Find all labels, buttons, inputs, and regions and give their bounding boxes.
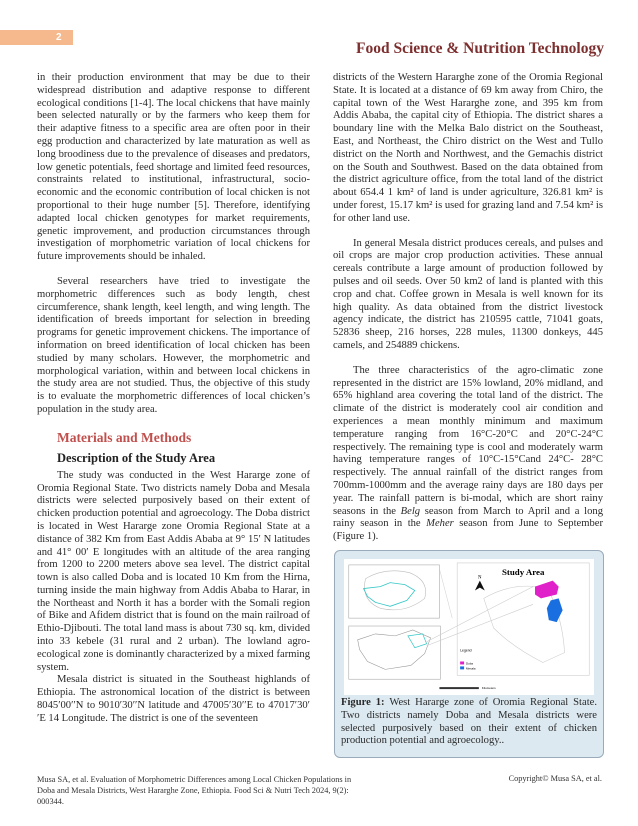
figure-1 xyxy=(334,550,604,758)
legend-title: Legend xyxy=(460,648,472,653)
season-belg: Belg xyxy=(400,505,421,517)
text: season from March to April and a long rainy season in the xyxy=(333,505,603,530)
figure-caption xyxy=(341,697,597,748)
section-heading: Materials and Methods xyxy=(57,429,192,445)
text: season from June to September (Figure 1). xyxy=(333,518,603,543)
scale-unit: Kilometers xyxy=(481,686,496,691)
subsection-heading: Description of the Study Area xyxy=(57,450,216,465)
right-column xyxy=(333,72,603,544)
paragraph xyxy=(333,365,603,544)
legend-doba: Doba xyxy=(466,661,474,666)
text: The three characteristics of the agro-climatic zone represented in the district are 15% lowland, 20% midland, and 65% highland area covering the total land of the district. The climate of the district is moderately cool air condition and experiences a mean monthly minimum and maximum temperature ranging from 16°C-20°C and 20°C-24°C respectively. The remaining type is cool and moderately warm having temperature ranges of 10°C-15°Cand 24°C- 28°C respectively. The annual rainfall of the district ranges from 700mm-1000mm and the average rainy days are 180 days per year. The rainfall pattern is bi-modal, which are short rainy seasons in the xyxy=(333,364,603,517)
page-number: 2 xyxy=(56,32,62,43)
paragraph: In general Mesala district produces cereals, and pulses and oil crops are major crop production activities. These annual cereals contribute a large amount of production followed by pulses and oil seeds. Over 50 km2 of land is planted with this crop and chat. Coffee grown in Mesala is well known for its high quality. As data obtained from the district livestock agency indicate, the district has 210595 cattle, 71041 goats, 52836 sheep, 216 horses, 228 mules, 11300 donkeys, 445 camels, and 254889 chickens. xyxy=(333,237,603,351)
caption-text: West Hararge zone of Oromia Regional State. Two districts namely Doba and Mesala districts were selected purposively based on their extent of chicken production potential and agroecology.. xyxy=(341,697,597,747)
citation: Musa SA, et al. Evaluation of Morphometric Differences among Local Chicken Populations in Doba and Mesala Districts, West Hararghe Zone, Ethiopia. Food Sci & Nutri Tech 2024, 9(2): 000344. xyxy=(37,775,352,806)
scale-bar xyxy=(439,687,478,689)
paragraph: Mesala district is situated in the Southeast highlands of Ethiopia. The astronomical location of the district is between 8045′00′′N to 9010′30′′N latitude and 47005′30′′E to 47017′30′′E 14 Longitude. The district is one of the seventeen xyxy=(37,674,310,724)
mesala-district xyxy=(547,598,563,622)
legend-mesala: Mesala xyxy=(466,666,476,671)
copyright: Copyright© Musa SA, et al. xyxy=(508,774,602,783)
caption-label: Figure 1: xyxy=(341,697,385,708)
paragraph: The study was conducted in the West Hararge zone of Oromia Regional State. Two districts namely Doba and Mesala districts were selected purposively based on their extent of chicken production potential and agroecology. The Doba district is located in West Hararge zone Oromia Regional State at a distance of 382 Km from East Addis Ababa at 9° 15′ N latitudes and 41° 00′ E longitudes with an altitude of the area ranging from 1200 to 2200 meters above sea level. The district capital town is also called Doba and is located 10 Km from the Hirna, turning inside the main highway from Addis Ababa to Harar, in the Northeast and North it has a border with the Somali region of Bike and Afidem district that is found on the main railroad of Ethio-Djibouti. The total land mass is about 730 sq. km, divided into 33 kebele (31 rural and 2 urban). The lowland agro-ecological zone is dominantly characterized by a mixed farming system. xyxy=(37,469,310,673)
journal-title: Food Science & Nutrition Technology xyxy=(355,40,604,57)
north-arrow-icon xyxy=(475,581,485,591)
doba-district xyxy=(535,581,559,599)
left-column xyxy=(37,72,310,726)
season-meher: Meher xyxy=(426,518,454,530)
paragraph: districts of the Western Hararghe zone of the Oromia Regional State. It is located at a distance of 69 km away from Chiro, the capital town of the West Hararghe zone, and 395 km from Addis Ababa, the capital city of Ethiopia. The district shares a boundary line with the Melka Balo district on the Southeast, East, and Northeast, the Chiro district on the West and Tullo district on the North and Northwest, and the Gemachis district on the South and Southwest. Based on the data obtained from the district agriculture office, from the total land of the district about 654.4 1 km² of land is under agriculture, 326.81 km² is under forest, 15.17 km² is used for grazing land and 7.54 km² is for other land use. xyxy=(333,72,603,224)
page-number-bar xyxy=(0,30,73,45)
paragraph: Several researchers have tried to investigate the morphometric differences such as body length, chest circumference, shank length, keel length, and wing length. The identification of breeds important for selection in breeding programs for genetic improvement chickens. The importance of information on breed identification of local chicken has been studied by many scholars. However, the morphometric and morphological variation, within and between local chickens in the study area are not studied. Thus, the objective of this study is to evaluate the morphometric differences of local chicken’s population in the study area. xyxy=(37,275,310,415)
map-title: Study Area xyxy=(501,566,545,577)
north-label: N xyxy=(478,575,482,581)
study-area-map xyxy=(344,559,594,695)
paragraph: in their production environment that may be due to their widespread distribution and adaptive response to different ecological conditions [1-4]. The local chickens that have mainly been selected naturally or by the farmers who keep them for their adaptive fitness to a specific area are often poor in their egg production and characterized by late maturation as well as long broodiness due to the prevalence of diseases and predators, low genetic potentials, feed shortage and limited feed resources, constraints related to institutional, infrastructural, socio-economic and the economic contribution of local chicken is not proportional to their huge number [5]. Therefore, identifying adapted local chicken genotypes for market requirements, genetic improvement, and production circumstances through investigation of morphometric variation of local chickens for future improvements should be inhaled. xyxy=(37,72,310,263)
